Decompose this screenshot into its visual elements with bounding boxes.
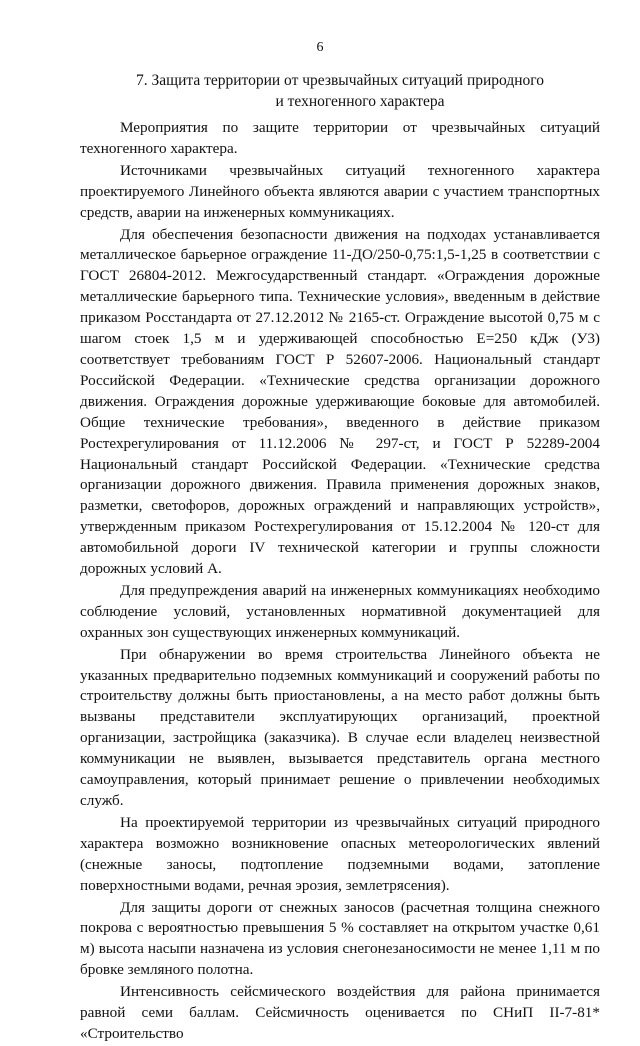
section-title-line-2: и техногенного характера bbox=[275, 93, 445, 110]
paragraph-natural-hazards: На проектируемой территории из чрезвычайных ситуаций природного характера возможно возникновение опасных метеорологических явлений (снежные заносы, подтопление подземными водами, затопление поверхностными водами, речная эрозия, землетрясения). bbox=[80, 813, 600, 894]
section-title-line-1: 7. Защита территории от чрезвычайных ситуаций природного bbox=[135, 72, 545, 89]
paragraph-utility-protection: Для предупреждения аварий на инженерных коммуникациях необходимо соблюдение условий, установленных нормативной документацией для охранных зон существующих инженерных коммуникаций. bbox=[80, 581, 600, 641]
paragraph-unknown-utilities: При обнаружении во время строительства Линейного объекта не указанных предварительно подземных коммуникаций и сооружений работы по строительству должны быть приостановлены, а на место работ должны быть вызваны представители эксплуатирующих организаций, проектной организации, застройщика (заказчика). В случае если владелец неизвестной коммуникации не выявлен, вызывается представитель органа местного самоуправления, который принимает решение о привлечении необходимых служб. bbox=[80, 645, 600, 809]
section-heading bbox=[80, 70, 600, 112]
paragraph-sources: Источниками чрезвычайных ситуаций техногенного характера проектируемого Линейного объекта являются аварии с участием транспортных средств, аварии на инженерных коммуникациях. bbox=[80, 161, 600, 221]
paragraph-seismic: Интенсивность сейсмического воздействия для района принимается равной семи баллам. Сейсмичность оценивается по СНиП II-7-81* «Строительство bbox=[80, 983, 600, 1042]
document-body bbox=[80, 118, 600, 1046]
paragraph-snow-protection: Для защиты дороги от снежных заносов (расчетная толщина снежного покрова с вероятностью превышения 5 % составляет на открытом участке 0,61 м) высота насыпи назначена из условия снегонезаносимости не менее 1,11 м по бровке земляного полотна. bbox=[80, 898, 600, 979]
paragraph-measures-intro: Мероприятия по защите территории от чрезвычайных ситуаций техногенного характера. bbox=[80, 119, 600, 157]
paragraph-barrier-fencing: Для обеспечения безопасности движения на подходах устанавливается металлическое барьерное ограждение 11-ДО/250-0,75:1,5-1,25 в соответствии с ГОСТ 26804-2012. Межгосударственный стандарт. «Ограждения дорожные металлические барьерного типа. Технические условия», введенным в действие приказом Росстандарта от 27.12.2012 № 2165-ст. Ограждение высотой 0,75 м с шагом стоек 1,5 м и удерживающей способностью Е=250 кДж (У3) соответствует требованиям ГОСТ Р 52607-2006. Национальный стандарт Российской Федерации. «Технические средства организации дорожного движения. Ограждения дорожные удерживающие боковые для автомобилей. Общие технические требования», введенного в действие приказом Ростехрегулирования от 11.12.2006 № 297-ст, и ГОСТ Р 52289-2004 Национальный стандарт Российской Федерации. «Технические средства организации дорожного движения. Правила применения дорожных знаков, разметки, светофоров, дорожных ограждений и направляющих устройств», утвержденным приказом Ростехрегулирования от 15.12.2004 № 120-ст для автомобильной дороги IV технической категории и группы сложности дорожных условий А. bbox=[80, 225, 600, 578]
page-number: 6 bbox=[316, 40, 324, 55]
